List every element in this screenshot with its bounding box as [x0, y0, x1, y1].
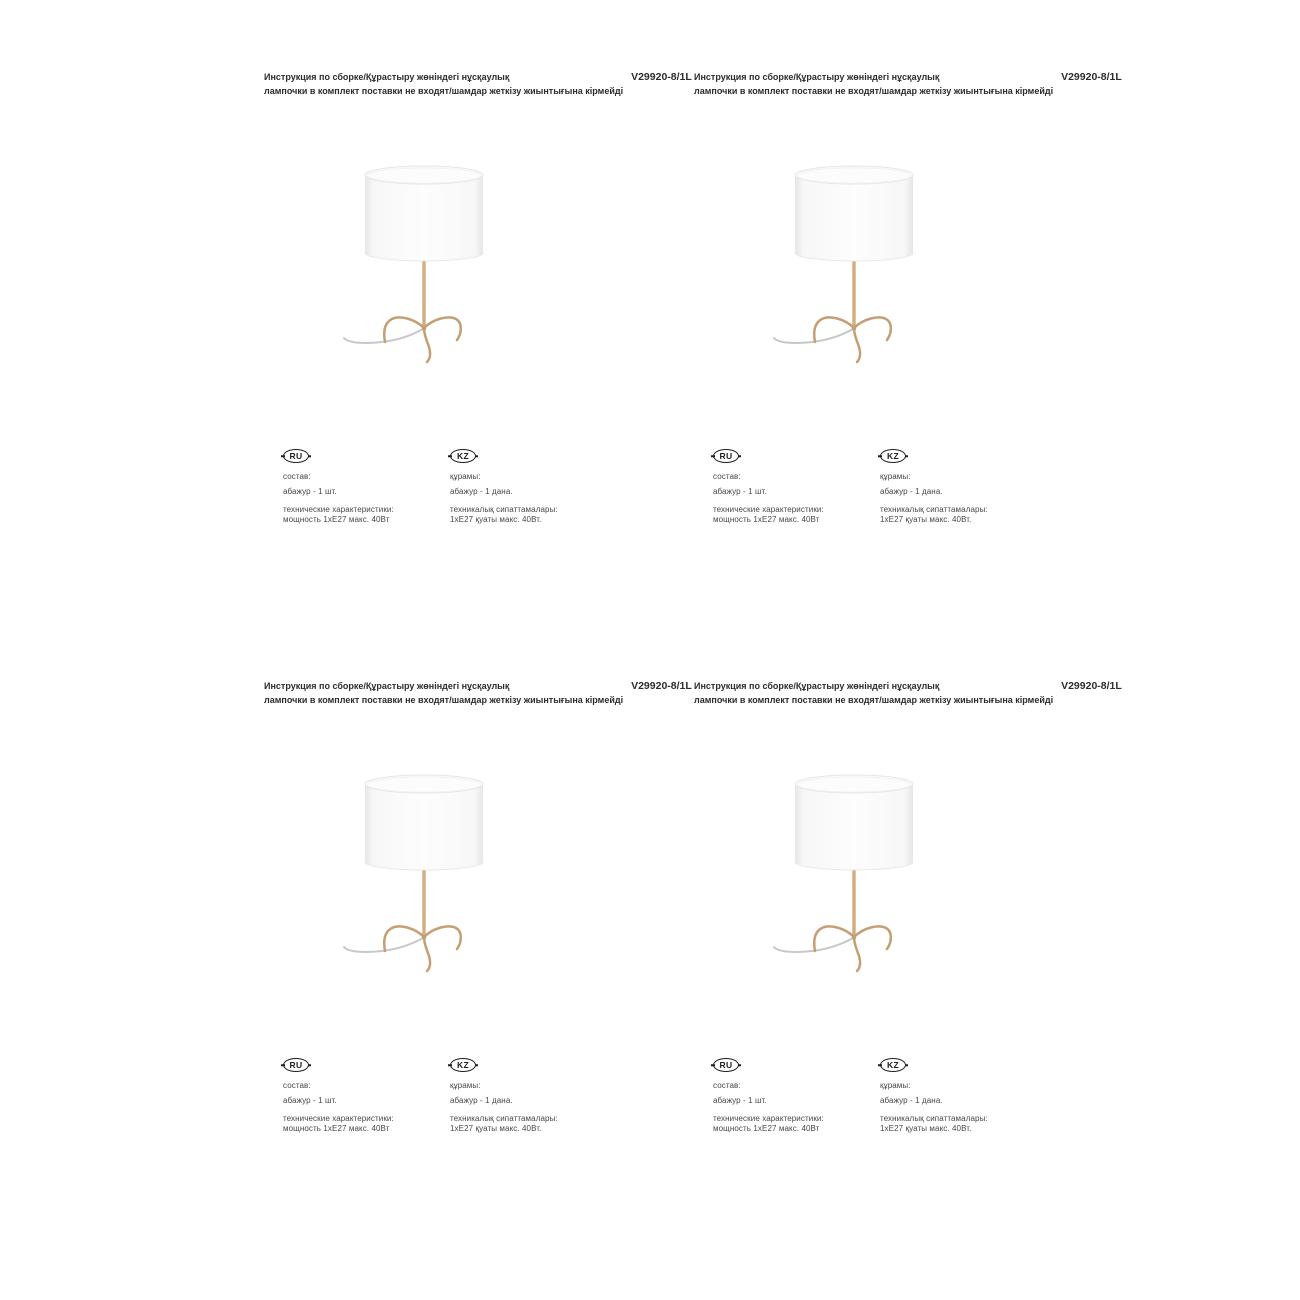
ru-specs-value: мощность 1хЕ27 макс. 40Вт	[713, 515, 820, 524]
ru-badge	[283, 449, 309, 463]
ru-badge-label: RU	[289, 451, 303, 461]
card-header	[694, 70, 1122, 98]
kz-badge-label: KZ	[887, 1060, 899, 1070]
ru-composition-label: состав:	[283, 472, 311, 481]
assembly-instruction-title	[694, 70, 1053, 98]
ru-section	[283, 1058, 448, 1134]
kz-badge	[880, 449, 906, 463]
lamp-tripod-leg-left	[384, 317, 424, 342]
ru-composition-value: абажур - 1 шт.	[283, 487, 337, 496]
lamp-shade-top	[795, 775, 913, 793]
lamp-pole	[422, 867, 425, 939]
kz-specs-value: 1хЕ27 қуаты макс. 40Вт.	[880, 515, 972, 524]
ru-specs-label: технические характеристики:	[283, 505, 394, 514]
assembly-instruction-title	[694, 679, 1053, 707]
kz-specs-label: техникалық сипаттамалары:	[450, 505, 558, 514]
kz-specs-label: техникалық сипаттамалары:	[880, 505, 988, 514]
lamp-photo	[768, 772, 933, 977]
kz-badge-label: KZ	[457, 1060, 469, 1070]
kz-specs-value: 1хЕ27 қуаты макс. 40Вт.	[450, 515, 542, 524]
lamp-tripod-hub	[422, 326, 426, 330]
ru-specs	[713, 505, 878, 525]
lamp-tripod-leg-front	[854, 328, 860, 362]
header-line1: Инструкция по сборке/Құрастыру жөніндегі нұсқаулық	[694, 72, 940, 82]
ru-specs	[713, 1114, 878, 1134]
lamp-tripod-leg-left	[384, 926, 424, 951]
ru-specs-value: мощность 1хЕ27 макс. 40Вт	[283, 1124, 390, 1133]
ru-badge	[713, 449, 739, 463]
lamp-shade-body	[795, 784, 913, 870]
lamp-illustration	[768, 163, 933, 368]
kz-composition-value: абажур - 1 дана.	[880, 487, 943, 496]
kz-specs-label: техникалық сипаттамалары:	[450, 1114, 558, 1123]
ru-specs-label: технические характеристики:	[713, 505, 824, 514]
lamp-pole	[422, 258, 425, 330]
kz-composition-label: құрамы:	[880, 472, 911, 481]
kz-specs	[880, 505, 1045, 525]
instruction-card	[430, 609, 1122, 1218]
kz-composition-value: абажур - 1 дана.	[450, 1096, 513, 1105]
ru-composition-label: состав:	[713, 1081, 741, 1090]
ru-badge	[283, 1058, 309, 1072]
header-line2: лампочки в комплект поставки не входят/шамдар жеткізу жиынтығына кірмейді	[694, 86, 1054, 96]
kz-specs-value: 1хЕ27 қуаты макс. 40Вт.	[450, 1124, 542, 1133]
kz-specs-value: 1хЕ27 қуаты макс. 40Вт.	[880, 1124, 972, 1133]
lamp-tripod-leg-front	[854, 937, 860, 971]
kz-composition-label: құрамы:	[450, 1081, 481, 1090]
kz-composition-label: құрамы:	[450, 472, 481, 481]
lamp-tripod-hub	[852, 326, 856, 330]
ru-specs-value: мощность 1хЕ27 макс. 40Вт	[713, 1124, 820, 1133]
lamp-tripod-hub	[422, 935, 426, 939]
lamp-tripod-hub	[852, 935, 856, 939]
ru-badge-label: RU	[289, 1060, 303, 1070]
kz-composition-value: абажур - 1 дана.	[880, 1096, 943, 1105]
kz-section	[880, 1058, 1045, 1134]
lamp-shade-body	[795, 175, 913, 261]
ru-specs-value: мощность 1хЕ27 макс. 40Вт	[283, 515, 390, 524]
ru-specs-label: технические характеристики:	[713, 1114, 824, 1123]
header-line1: Инструкция по сборке/Құрастыру жөніндегі нұсқаулық	[264, 681, 510, 691]
instruction-card	[430, 0, 1122, 609]
ru-badge	[713, 1058, 739, 1072]
lamp-pole	[852, 258, 855, 330]
header-line1: Инструкция по сборке/Құрастыру жөніндегі нұсқаулық	[264, 72, 510, 82]
ru-section	[713, 449, 878, 525]
kz-section	[880, 449, 1045, 525]
ru-section	[283, 449, 448, 525]
lamp-shade-top	[795, 166, 913, 184]
header-line2: лампочки в комплект поставки не входят/шамдар жеткізу жиынтығына кірмейді	[264, 86, 624, 96]
kz-badge-label: KZ	[457, 451, 469, 461]
card-header	[694, 679, 1122, 707]
kz-specs	[880, 1114, 1045, 1134]
kz-composition-label: құрамы:	[880, 1081, 911, 1090]
ru-specs-label: технические характеристики:	[283, 1114, 394, 1123]
ru-specs	[283, 505, 448, 525]
kz-specs-label: техникалық сипаттамалары:	[880, 1114, 988, 1123]
lamp-tripod-leg-left	[814, 317, 854, 342]
lamp-illustration	[768, 772, 933, 977]
product-code: V29920-8/1L	[631, 71, 692, 83]
header-line1: Инструкция по сборке/Құрастыру жөніндегі нұсқаулық	[694, 681, 940, 691]
ru-badge-label: RU	[719, 451, 733, 461]
header-line2: лампочки в комплект поставки не входят/шамдар жеткізу жиынтығына кірмейді	[694, 695, 1054, 705]
ru-composition-value: абажур - 1 шт.	[713, 487, 767, 496]
ru-specs	[283, 1114, 448, 1134]
product-code: V29920-8/1L	[1061, 680, 1122, 692]
lamp-pole	[852, 867, 855, 939]
ru-composition-label: состав:	[283, 1081, 311, 1090]
product-code: V29920-8/1L	[631, 680, 692, 692]
ru-section	[713, 1058, 878, 1134]
kz-badge	[880, 1058, 906, 1072]
ru-composition-value: абажур - 1 шт.	[713, 1096, 767, 1105]
lamp-tripod-leg-right	[854, 926, 891, 949]
ru-badge-label: RU	[719, 1060, 733, 1070]
kz-badge-label: KZ	[887, 451, 899, 461]
ru-composition-label: состав:	[713, 472, 741, 481]
kz-composition-value: абажур - 1 дана.	[450, 487, 513, 496]
lamp-tripod-leg-left	[814, 926, 854, 951]
lamp-tripod-leg-right	[854, 317, 891, 340]
lamp-photo	[768, 163, 933, 368]
ru-composition-value: абажур - 1 шт.	[283, 1096, 337, 1105]
product-code: V29920-8/1L	[1061, 71, 1122, 83]
header-line2: лампочки в комплект поставки не входят/шамдар жеткізу жиынтығына кірмейді	[264, 695, 624, 705]
